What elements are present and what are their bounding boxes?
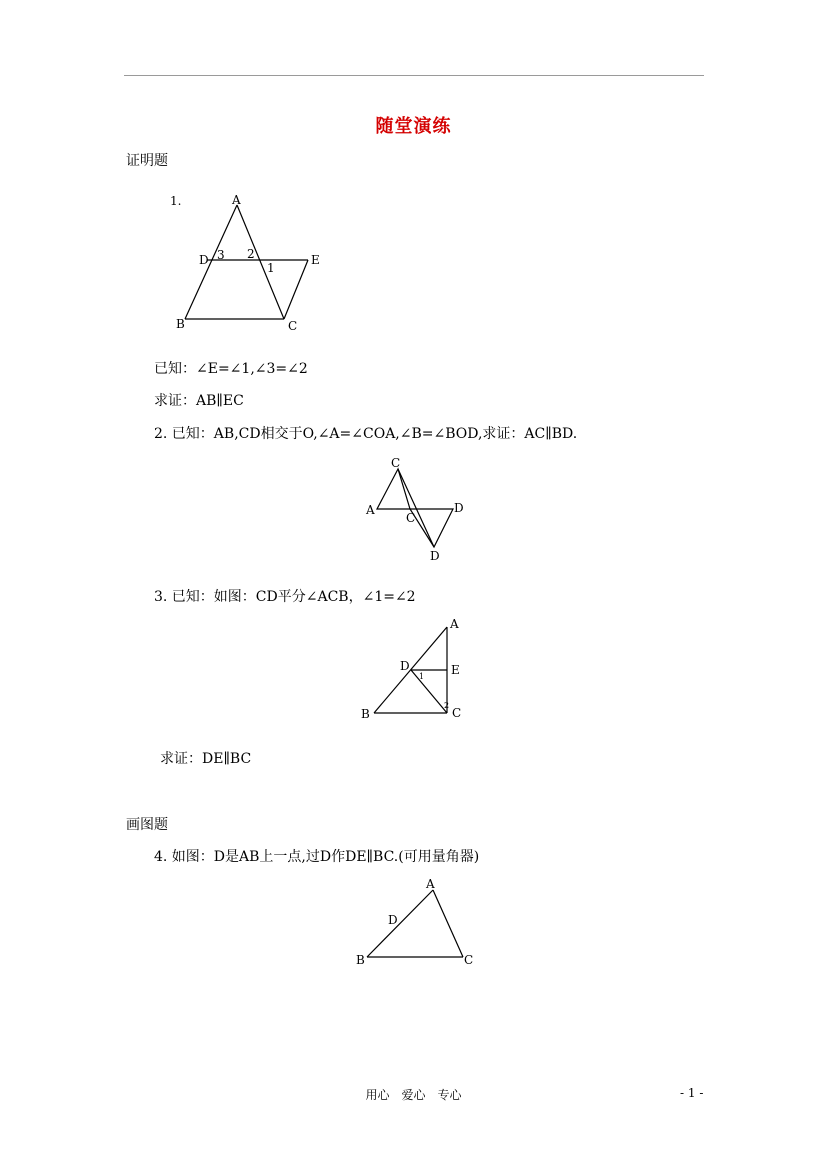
q1-line-ac [237,205,284,319]
q1-angle-1: 1 [267,261,275,275]
q1-prove: 求证：AB∥EC [154,393,244,409]
q2-label-c: C [391,456,401,470]
figure-q2 [360,452,480,567]
q2-text: 2. 已知：AB,CD相交于O,∠A=∠COA,∠B=∠BOD,求证：AC∥BD. [154,426,578,442]
q2-line-cd [398,469,434,547]
q1-label-d: D [199,253,209,267]
q3-angle-2: 2 [444,701,450,710]
q4-label-c: C [464,953,474,967]
q1-angle-2: 2 [247,247,255,261]
q3-label-b: B [361,707,370,721]
q2-label-a: A [366,503,375,517]
section-heading-drawing: 画图题 [126,817,168,833]
figure-q1 [160,185,340,335]
q4-label-d: D [388,913,398,927]
q3-text: 3. 已知：如图：CD平分∠ACB，∠1=∠2 [154,589,416,605]
figure-q4 [350,875,480,970]
q3-line-dc [411,670,450,713]
q2-label-o: C [406,511,416,525]
q2-triangle-aco [377,469,410,509]
q4-label-b: B [356,953,365,967]
q4-line-ab [367,890,433,957]
q4-line-ac [433,890,463,957]
q2-label-d: D [430,549,440,563]
header-rule [124,75,704,76]
q1-angle-3: 3 [217,248,225,262]
figure-q3 [355,612,475,722]
q4-text: 4. 如图：D是AB上一点,过D作DE∥BC.(可用量角器) [154,849,480,865]
footer-motto: 用心 爱心 专心 [365,1088,462,1102]
page-number: - 1 - [680,1086,704,1100]
q1-number: 1. [170,194,182,208]
q3-label-a: A [450,617,459,631]
q3-label-e: E [451,663,460,677]
q3-label-d: D [400,659,410,673]
q4-label-a: A [426,877,435,891]
q3-angle-1: 1 [419,672,425,681]
q1-given: 已知：∠E=∠1,∠3=∠2 [154,361,308,377]
section-heading-proof: 证明题 [126,153,168,169]
q3-label-c: C [452,706,462,720]
page-title: 随堂演练 [375,116,452,137]
q1-line-ec [284,260,308,319]
q3-prove: 求证：DE∥BC [160,751,252,767]
q1-label-c: C [288,319,298,333]
q1-label-a: A [232,193,241,207]
q1-line-ab [185,205,237,319]
q1-label-e: E [311,253,320,267]
q2-label-b: D [454,501,464,515]
q1-label-b: B [176,317,185,331]
